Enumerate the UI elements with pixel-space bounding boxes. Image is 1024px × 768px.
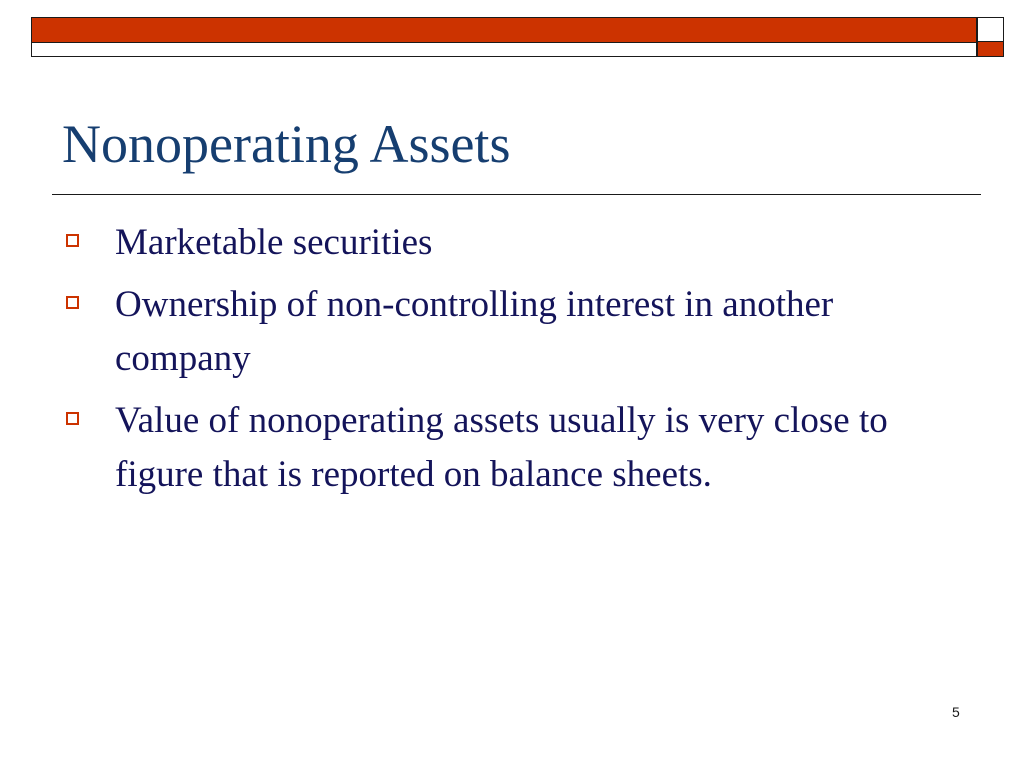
title-divider (52, 194, 981, 195)
header-decoration-bar (31, 17, 977, 57)
bullet-text: Value of nonoperating assets usually is very close to figure that is reported on balance sheets. (115, 400, 888, 495)
bullet-list (62, 216, 942, 510)
page-number: 5 (952, 704, 960, 720)
hollow-square-icon (66, 412, 79, 425)
bullet-text: Marketable securities (115, 222, 433, 263)
bullet-item (62, 216, 942, 270)
header-red-band (32, 18, 976, 43)
bullet-text: Ownership of non-controlling interest in another company (115, 284, 834, 379)
header-corner-red-band (978, 41, 1003, 56)
bullet-item (62, 394, 942, 502)
hollow-square-icon (66, 234, 79, 247)
slide-title: Nonoperating Assets (62, 114, 511, 174)
hollow-square-icon (66, 296, 79, 309)
header-corner-box (977, 17, 1004, 57)
bullet-item (62, 278, 942, 386)
